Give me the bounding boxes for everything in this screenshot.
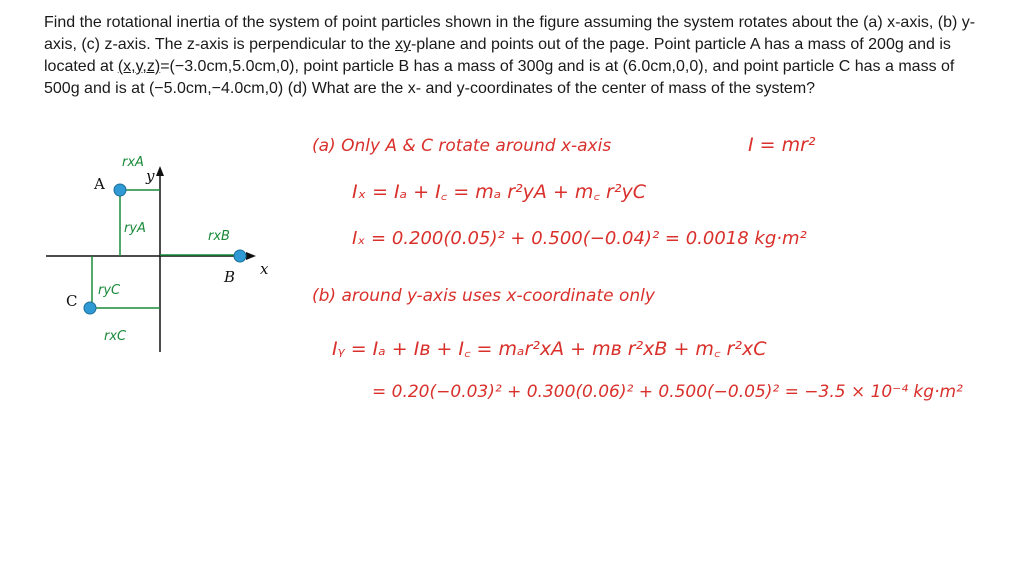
label-rxA: rxA: [122, 155, 144, 170]
y-axis-arrow: [156, 166, 164, 176]
label-ryA: ryA: [124, 221, 146, 236]
particle-C: [84, 302, 96, 314]
label-y-axis: y: [146, 167, 155, 185]
part-b-heading: (b) around y-axis uses x-coordinate only: [312, 286, 655, 306]
moment-formula: I = mr²: [748, 134, 816, 156]
particle-A: [114, 184, 126, 196]
label-x-axis: x: [260, 260, 269, 278]
problem-text-part1: Find the rotational inertia of the system of point particles shown in the figure assuming the system rotates about the (a) x-axis, (b) y-axis, (c) z-axis. The z-axis is perpendicular to the: [44, 14, 976, 53]
particle-B: [234, 250, 246, 262]
x-axis-arrow: [246, 252, 256, 260]
label-B: B: [224, 268, 236, 286]
problem-text-part2: -plane and points out of the page. Point particle A has a mass of 200g and is located at: [44, 36, 951, 75]
part-a-heading: (a) Only A & C rotate around x-axis: [312, 136, 612, 156]
part-b-line2: = 0.20(−0.03)² + 0.300(0.06)² + 0.500(−0.05)² = −3.5 × 10⁻⁴ kg·m²: [372, 382, 963, 402]
part-b-line1: Iᵧ = Iₐ + Iʙ + I꜀ = mₐr²xA + mʙ r²xB + m꜀ r²xC: [332, 338, 767, 360]
part-a-line1: Iₓ = Iₐ + I꜀ = mₐ r²yA + m꜀ r²yC: [352, 181, 646, 203]
label-A: A: [94, 175, 105, 193]
label-rxC: rxC: [104, 329, 127, 344]
part-a-line2: Iₓ = 0.200(0.05)² + 0.500(−0.04)² = 0.0018 kg·m²: [352, 228, 807, 249]
label-ryC: ryC: [98, 283, 121, 298]
problem-text-part3: =(−3.0cm,5.0cm,0), point particle B has a mass of 300g and is at (6.0cm,0,0), and point particle C has a mass of 500g and is at (−5.0cm,−4.0cm,0) (d) What are the x- and y-coordinates of the center of mass of the system?: [44, 58, 955, 97]
problem-text-xy: xy: [394, 36, 411, 53]
problem-text-xyz: (x,y,z): [117, 58, 161, 75]
label-rxB: rxB: [208, 229, 230, 244]
label-C: C: [66, 292, 78, 310]
